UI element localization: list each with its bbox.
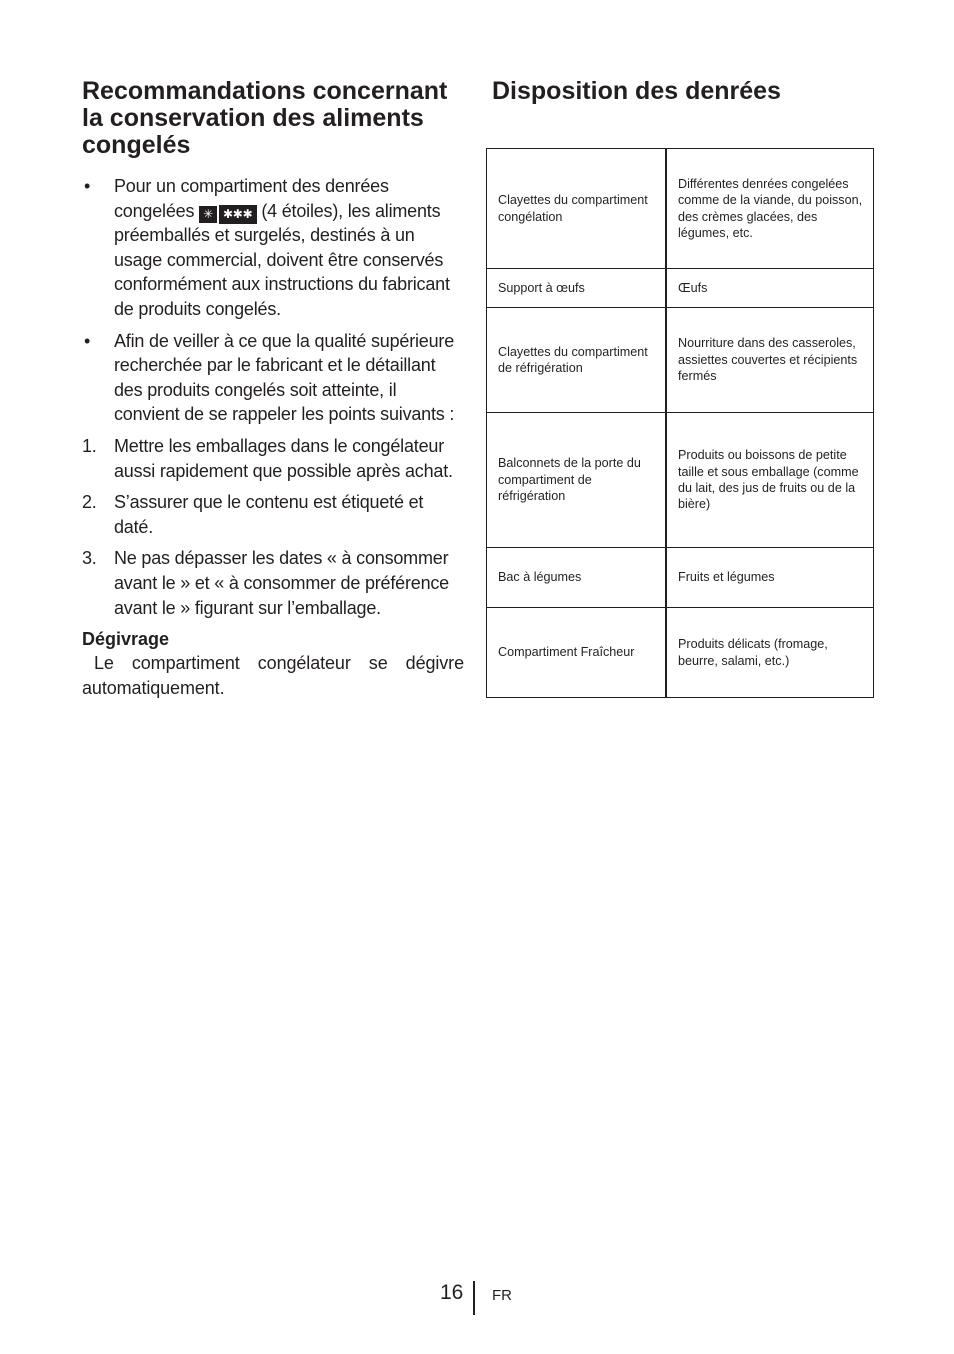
list-item — [82, 174, 464, 322]
table-row — [487, 548, 874, 608]
footer-divider — [473, 1281, 475, 1315]
list-item — [82, 490, 464, 539]
list-item-text: S’assurer que le contenu est étiqueté et daté. — [114, 492, 424, 537]
list-item — [82, 434, 464, 483]
table-cell-food: Produits ou boissons de petite taille et sous emballage (comme du lait, des jus de fruits ou de la bière) — [666, 413, 874, 548]
list-item-text: Mettre les emballages dans le congélateur aussi rapidement que possible après achat. — [114, 435, 453, 481]
star-square-icon: ✳ — [199, 206, 217, 223]
list-item — [82, 546, 464, 620]
number-marker: 2. — [82, 492, 97, 513]
section-title-frozen-food: Recommandations concernant la conservation des aliments congelés — [82, 77, 448, 159]
table-cell-place: Bac à légumes — [487, 548, 667, 608]
list-item — [82, 329, 464, 427]
table-row — [487, 413, 874, 548]
table-cell-food: Fruits et légumes — [666, 548, 874, 608]
page-number: 16 — [440, 1281, 464, 1304]
table-row — [487, 149, 874, 269]
language-code: FR — [492, 1287, 512, 1304]
table-row — [487, 308, 874, 413]
table-cell-place: Clayettes du compartiment de réfrigération — [487, 308, 667, 413]
table-cell-place: Support à œufs — [487, 269, 667, 308]
table-cell-food: Différentes denrées congelées comme de la viande, du poisson, des crèmes glacées, des légumes, etc. — [666, 149, 874, 269]
number-marker: 1. — [82, 435, 97, 456]
recommendations-list — [82, 174, 464, 620]
left-column — [82, 78, 464, 700]
table-cell-place: Balconnets de la porte du compartiment de réfrigération — [487, 413, 667, 548]
list-item-text: Afin de veiller à ce que la qualité supérieure recherchée par le fabricant et le détaillant des produits congelés soit atteinte, il convient de se rappeler les points suivants : — [114, 330, 455, 425]
table-cell-food: Œufs — [666, 269, 874, 308]
table-cell-place: Compartiment Fraîcheur — [487, 608, 667, 698]
bullet-marker: • — [84, 176, 91, 196]
list-item-text-end: (4 étoiles), les aliments préemballés et surgelés, destinés à un usage commercial, doivent être conservés conformément aux instructions du fabricant de produits congelés. — [114, 200, 450, 319]
bullet-marker: • — [84, 330, 91, 351]
table-cell-food: Produits délicats (fromage, beurre, salami, etc.) — [666, 608, 874, 698]
table-row — [487, 608, 874, 698]
food-placement-table — [486, 148, 874, 698]
defrost-heading: Dégivrage — [82, 629, 170, 650]
list-item-text-start: Pour un compartiment des denrées congelées — [114, 176, 389, 221]
four-star-freezer-icon — [199, 205, 256, 222]
table-cell-food: Nourriture dans des casseroles, assiettes couvertes et récipients fermés — [666, 308, 874, 413]
number-marker: 3. — [82, 548, 97, 569]
three-stars-icon: ✱✱✱ — [219, 205, 257, 224]
list-item-text: Ne pas dépasser les dates « à consommer avant le » et « à consommer de préférence avant le » figurant sur l’emballage. — [114, 548, 449, 618]
table-cell-place: Clayettes du compartiment congélation — [487, 149, 667, 269]
section-title-food-placement: Disposition des denrées — [492, 77, 781, 105]
defrost-paragraph: Le compartiment congélateur se dégivre automatiquement. — [82, 653, 464, 698]
table-row — [487, 269, 874, 308]
